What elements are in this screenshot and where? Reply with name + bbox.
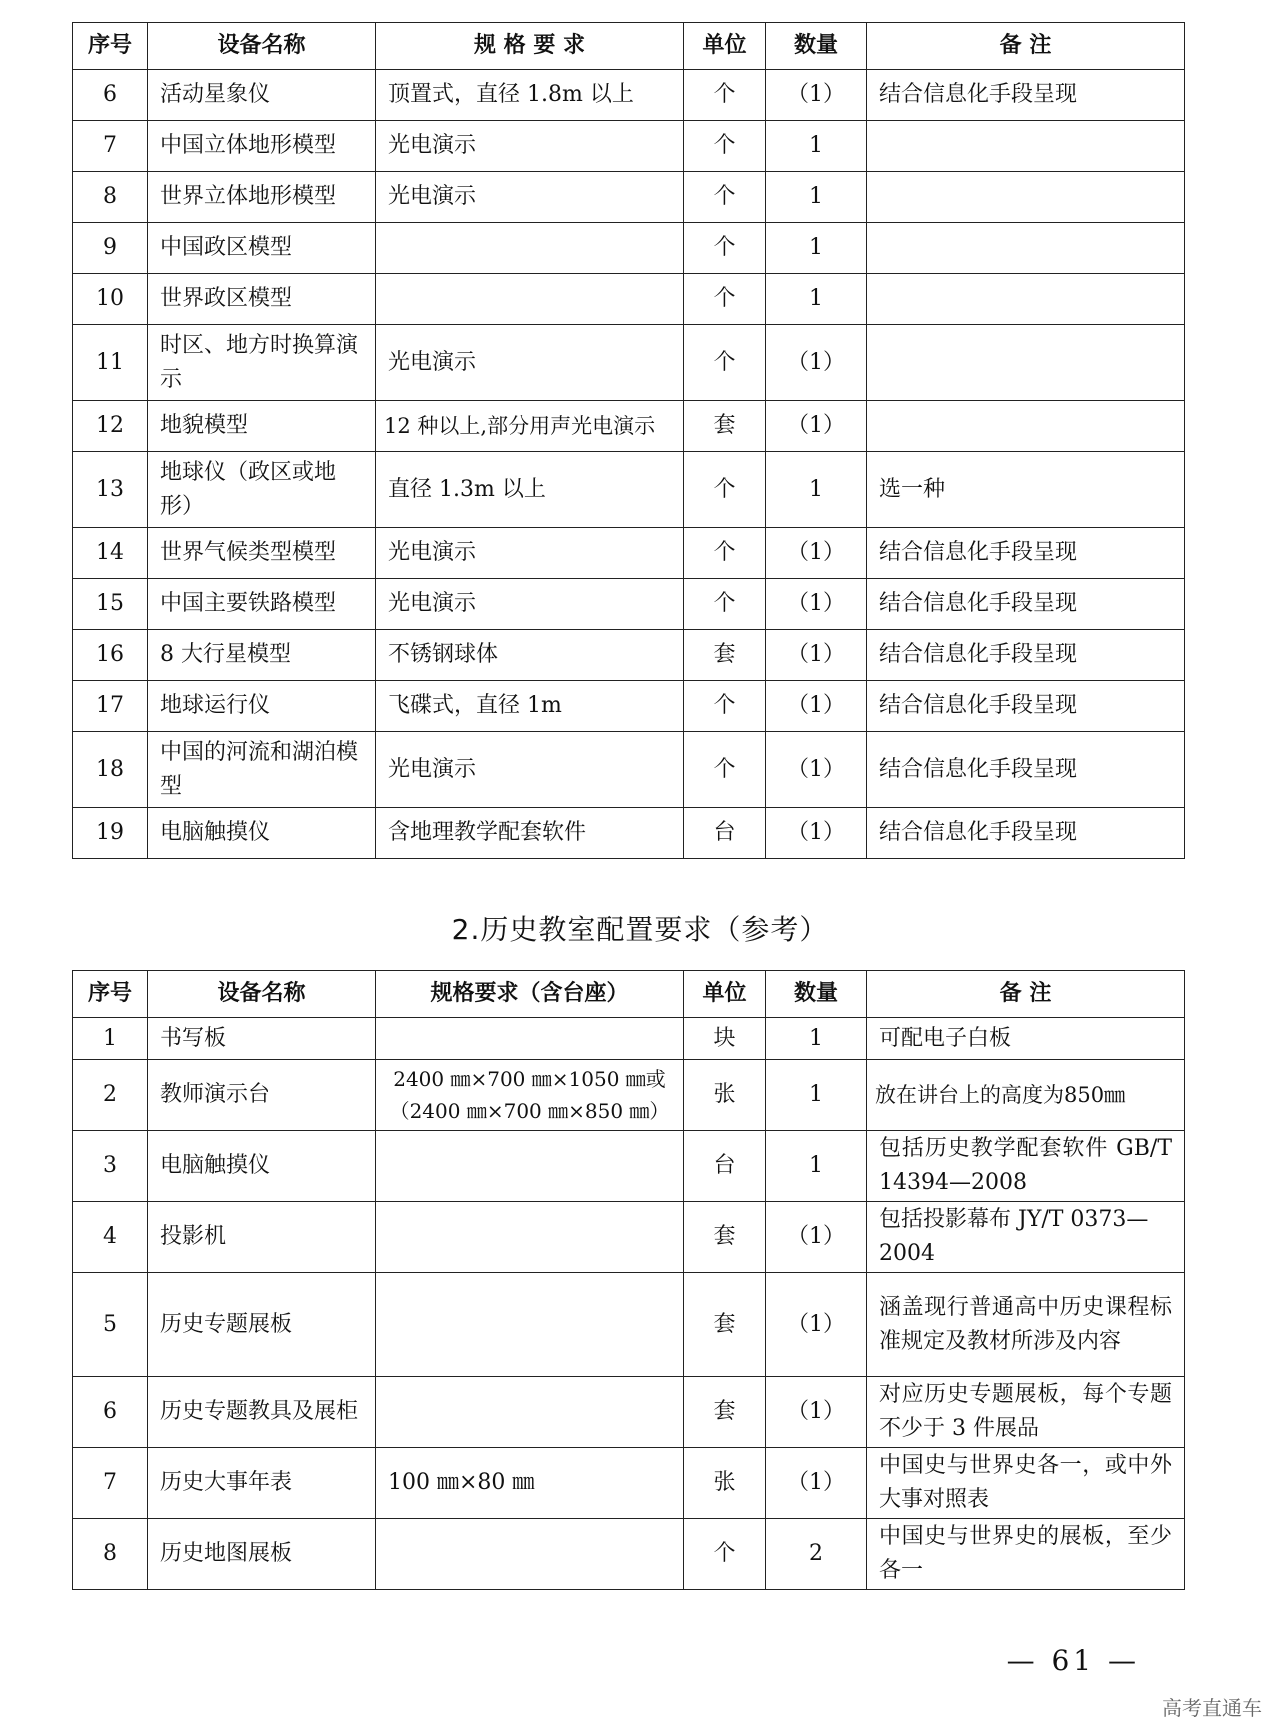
cell-no: 4: [73, 1202, 148, 1273]
cell-spec: [376, 1131, 684, 1202]
header-unit: 单位: [684, 23, 766, 70]
cell-name: 书写板: [148, 1018, 376, 1060]
cell-spec: 光电演示: [376, 528, 684, 579]
cell-note: 涵盖现行普通高中历史课程标准规定及教材所涉及内容: [867, 1273, 1185, 1377]
cell-name: 8 大行星模型: [148, 630, 376, 681]
table-row: [73, 452, 1185, 528]
cell-note: [867, 172, 1185, 223]
cell-note: 放在讲台上的高度为850㎜: [867, 1060, 1185, 1131]
cell-unit: 台: [684, 808, 766, 859]
cell-note: 对应历史专题展板，每个专题不少于 3 件展品: [867, 1377, 1185, 1448]
table-header-row: [73, 971, 1185, 1018]
cell-qty: （1）: [766, 1202, 867, 1273]
cell-qty: 1: [766, 1060, 867, 1131]
header-name: 设备名称: [148, 23, 376, 70]
cell-spec: 光电演示: [376, 172, 684, 223]
cell-name: 历史地图展板: [148, 1519, 376, 1590]
cell-name: 历史大事年表: [148, 1448, 376, 1519]
header-name: 设备名称: [148, 971, 376, 1018]
header-no: 序号: [73, 971, 148, 1018]
cell-qty: 1: [766, 452, 867, 528]
table-row: [73, 121, 1185, 172]
table-row: [73, 579, 1185, 630]
header-note: 备 注: [867, 971, 1185, 1018]
cell-qty: 1: [766, 121, 867, 172]
cell-unit: 个: [684, 528, 766, 579]
cell-note: 可配电子白板: [867, 1018, 1185, 1060]
cell-spec: 2400 ㎜×700 ㎜×1050 ㎜或（2400 ㎜×700 ㎜×850 ㎜）: [376, 1060, 684, 1131]
cell-spec: 光电演示: [376, 121, 684, 172]
cell-unit: 个: [684, 1519, 766, 1590]
geography-equipment-table: [72, 22, 1185, 859]
cell-name: 电脑触摸仪: [148, 1131, 376, 1202]
table-row: [73, 1448, 1185, 1519]
table-header-row: [73, 23, 1185, 70]
table-row: [73, 274, 1185, 325]
cell-name: 活动星象仪: [148, 70, 376, 121]
cell-unit: 个: [684, 452, 766, 528]
cell-note: 结合信息化手段呈现: [867, 681, 1185, 732]
cell-qty: 1: [766, 1131, 867, 1202]
cell-note: [867, 223, 1185, 274]
cell-spec: [376, 1519, 684, 1590]
section-title: 2.历史教室配置要求（参考）: [451, 913, 829, 946]
cell-unit: 个: [684, 121, 766, 172]
history-equipment-table: [72, 970, 1185, 1590]
cell-note: 结合信息化手段呈现: [867, 630, 1185, 681]
cell-name: 中国立体地形模型: [148, 121, 376, 172]
cell-unit: 个: [684, 172, 766, 223]
cell-no: 10: [73, 274, 148, 325]
cell-spec: 飞碟式，直径 1m: [376, 681, 684, 732]
table-row: [73, 1018, 1185, 1060]
cell-name: 电脑触摸仪: [148, 808, 376, 859]
cell-qty: （1）: [766, 1273, 867, 1377]
cell-qty: 1: [766, 223, 867, 274]
cell-note: 结合信息化手段呈现: [867, 579, 1185, 630]
header-note: 备 注: [867, 23, 1185, 70]
cell-no: 1: [73, 1018, 148, 1060]
table-row: [73, 1060, 1185, 1131]
table-row: [73, 630, 1185, 681]
cell-note: 中国史与世界史的展板，至少各一: [867, 1519, 1185, 1590]
table-row: [73, 1202, 1185, 1273]
cell-note: 结合信息化手段呈现: [867, 528, 1185, 579]
cell-note: 结合信息化手段呈现: [867, 732, 1185, 808]
cell-no: 8: [73, 1519, 148, 1590]
header-spec: 规 格 要 求: [376, 23, 684, 70]
cell-spec: [376, 1202, 684, 1273]
cell-no: 12: [73, 401, 148, 452]
cell-qty: （1）: [766, 579, 867, 630]
cell-spec: 不锈钢球体: [376, 630, 684, 681]
cell-name: 地球运行仪: [148, 681, 376, 732]
cell-qty: （1）: [766, 732, 867, 808]
cell-spec: 光电演示: [376, 325, 684, 401]
table-row: [73, 681, 1185, 732]
cell-note: 中国史与世界史各一，或中外大事对照表: [867, 1448, 1185, 1519]
table-row: [73, 528, 1185, 579]
cell-qty: （1）: [766, 325, 867, 401]
cell-spec: 直径 1.3m 以上: [376, 452, 684, 528]
cell-spec: [376, 274, 684, 325]
cell-no: 8: [73, 172, 148, 223]
cell-spec: 12 种以上,部分用声光电演示: [376, 401, 684, 452]
cell-no: 17: [73, 681, 148, 732]
cell-spec: 含地理教学配套软件: [376, 808, 684, 859]
cell-unit: 套: [684, 1377, 766, 1448]
cell-unit: 套: [684, 1273, 766, 1377]
cell-name: 教师演示台: [148, 1060, 376, 1131]
cell-name: 中国政区模型: [148, 223, 376, 274]
cell-qty: 1: [766, 172, 867, 223]
cell-spec: 顶置式，直径 1.8m 以上: [376, 70, 684, 121]
cell-unit: 套: [684, 1202, 766, 1273]
cell-name: 世界立体地形模型: [148, 172, 376, 223]
cell-qty: （1）: [766, 808, 867, 859]
table-row: [73, 401, 1185, 452]
cell-spec: [376, 1273, 684, 1377]
cell-no: 18: [73, 732, 148, 808]
cell-no: 13: [73, 452, 148, 528]
table-row: [73, 808, 1185, 859]
cell-qty: （1）: [766, 630, 867, 681]
cell-qty: （1）: [766, 681, 867, 732]
cell-no: 7: [73, 121, 148, 172]
cell-name: 地球仪（政区或地形）: [148, 452, 376, 528]
cell-note: 结合信息化手段呈现: [867, 808, 1185, 859]
cell-no: 3: [73, 1131, 148, 1202]
cell-no: 7: [73, 1448, 148, 1519]
header-no: 序号: [73, 23, 148, 70]
cell-name: 投影机: [148, 1202, 376, 1273]
cell-unit: 个: [684, 70, 766, 121]
cell-qty: （1）: [766, 70, 867, 121]
cell-qty: 1: [766, 1018, 867, 1060]
cell-spec: 光电演示: [376, 732, 684, 808]
cell-name: 世界政区模型: [148, 274, 376, 325]
cell-name: 中国主要铁路模型: [148, 579, 376, 630]
cell-note: 选一种: [867, 452, 1185, 528]
cell-note: [867, 274, 1185, 325]
cell-spec: [376, 1377, 684, 1448]
cell-qty: （1）: [766, 401, 867, 452]
table-row: [73, 1131, 1185, 1202]
cell-unit: 个: [684, 732, 766, 808]
cell-spec: 光电演示: [376, 579, 684, 630]
cell-qty: （1）: [766, 1448, 867, 1519]
cell-unit: 套: [684, 630, 766, 681]
cell-unit: 张: [684, 1060, 766, 1131]
table-row: [73, 1519, 1185, 1590]
cell-unit: 块: [684, 1018, 766, 1060]
cell-note: [867, 325, 1185, 401]
cell-unit: 个: [684, 579, 766, 630]
table-row: [73, 1273, 1185, 1377]
table-row: [73, 325, 1185, 401]
cell-note: 结合信息化手段呈现: [867, 70, 1185, 121]
cell-name: 历史专题展板: [148, 1273, 376, 1377]
cell-no: 9: [73, 223, 148, 274]
page-number: — 61 —: [1006, 1644, 1140, 1677]
table-row: [73, 223, 1185, 274]
cell-name: 地貌模型: [148, 401, 376, 452]
cell-spec: 100 ㎜×80 ㎜: [376, 1448, 684, 1519]
cell-name: 时区、地方时换算演示: [148, 325, 376, 401]
cell-unit: 个: [684, 325, 766, 401]
cell-no: 6: [73, 70, 148, 121]
cell-qty: 2: [766, 1519, 867, 1590]
cell-name: 历史专题教具及展柜: [148, 1377, 376, 1448]
table-row: [73, 172, 1185, 223]
cell-name: 中国的河流和湖泊模型: [148, 732, 376, 808]
cell-unit: 张: [684, 1448, 766, 1519]
cell-unit: 个: [684, 223, 766, 274]
cell-no: 6: [73, 1377, 148, 1448]
cell-no: 16: [73, 630, 148, 681]
cell-unit: 个: [684, 681, 766, 732]
cell-unit: 台: [684, 1131, 766, 1202]
cell-no: 11: [73, 325, 148, 401]
cell-note: 包括历史教学配套软件 GB/T 14394—2008: [867, 1131, 1185, 1202]
cell-no: 2: [73, 1060, 148, 1131]
cell-qty: 1: [766, 274, 867, 325]
cell-unit: 套: [684, 401, 766, 452]
header-qty: 数量: [766, 971, 867, 1018]
cell-no: 15: [73, 579, 148, 630]
cell-spec: [376, 223, 684, 274]
cell-note: [867, 121, 1185, 172]
cell-qty: （1）: [766, 528, 867, 579]
cell-no: 19: [73, 808, 148, 859]
cell-note: 包括投影幕布 JY/T 0373—2004: [867, 1202, 1185, 1273]
table-row: [73, 732, 1185, 808]
cell-qty: （1）: [766, 1377, 867, 1448]
cell-unit: 个: [684, 274, 766, 325]
table-row: [73, 70, 1185, 121]
watermark: 高考直通车: [1162, 1696, 1262, 1720]
cell-no: 14: [73, 528, 148, 579]
header-unit: 单位: [684, 971, 766, 1018]
cell-name: 世界气候类型模型: [148, 528, 376, 579]
cell-no: 5: [73, 1273, 148, 1377]
header-spec: 规格要求（含台座）: [376, 971, 684, 1018]
cell-note: [867, 401, 1185, 452]
cell-spec: [376, 1018, 684, 1060]
table-row: [73, 1377, 1185, 1448]
header-qty: 数量: [766, 23, 867, 70]
